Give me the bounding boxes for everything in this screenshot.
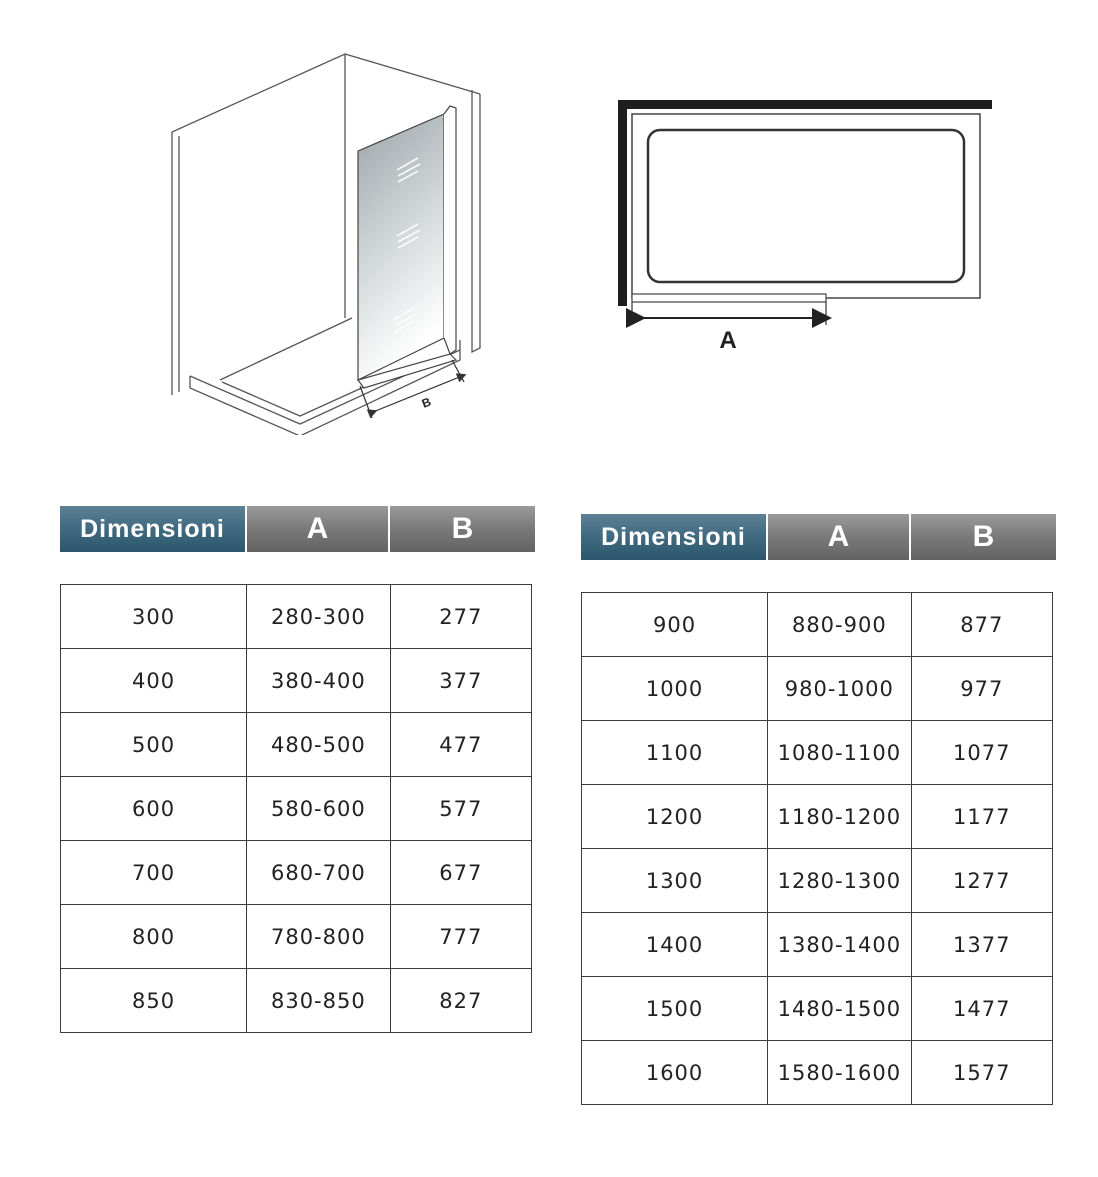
cell-dimensioni: 700 [61, 841, 247, 905]
cell-b: 1277 [911, 849, 1052, 913]
table-header [581, 514, 1056, 560]
cell-b: 1477 [911, 977, 1052, 1041]
cell-a: 1180-1200 [768, 785, 911, 849]
cell-b: 877 [911, 593, 1052, 657]
cell-b: 677 [390, 841, 531, 905]
table-row [61, 649, 532, 713]
dimensions-grid [60, 584, 532, 1033]
dimension-a-label: A [719, 327, 737, 354]
cell-b: 1577 [911, 1041, 1052, 1105]
header-a: A [247, 506, 390, 552]
cell-dimensioni: 1000 [582, 657, 768, 721]
cell-a: 1480-1500 [768, 977, 911, 1041]
cell-dimensioni: 300 [61, 585, 247, 649]
plan-view-diagram [610, 90, 1000, 355]
cell-b: 827 [390, 969, 531, 1033]
cell-dimensioni: 900 [582, 593, 768, 657]
table-row [582, 721, 1053, 785]
table-header [60, 506, 535, 552]
cell-a: 1080-1100 [768, 721, 911, 785]
isometric-shower-diagram [160, 50, 490, 435]
table-row [582, 977, 1053, 1041]
table-row [61, 585, 532, 649]
cell-b: 777 [390, 905, 531, 969]
cell-a: 680-700 [247, 841, 390, 905]
cell-a: 830-850 [247, 969, 390, 1033]
cell-dimensioni: 1400 [582, 913, 768, 977]
cell-b: 477 [390, 713, 531, 777]
table-row [582, 657, 1053, 721]
dimensions-table-right [581, 514, 1056, 1105]
cell-a: 1380-1400 [768, 913, 911, 977]
cell-b: 1177 [911, 785, 1052, 849]
cell-dimensioni: 850 [61, 969, 247, 1033]
cell-dimensioni: 1500 [582, 977, 768, 1041]
cell-dimensioni: 500 [61, 713, 247, 777]
table-body [61, 585, 532, 1033]
cell-b: 277 [390, 585, 531, 649]
table-row [582, 849, 1053, 913]
cell-b: 377 [390, 649, 531, 713]
table-row [582, 1041, 1053, 1105]
header-dimensioni: Dimensioni [60, 506, 247, 552]
header-dimensioni: Dimensioni [581, 514, 768, 560]
cell-dimensioni: 1200 [582, 785, 768, 849]
dimensions-grid [581, 592, 1053, 1105]
cell-a: 780-800 [247, 905, 390, 969]
cell-a: 280-300 [247, 585, 390, 649]
cell-dimensioni: 1100 [582, 721, 768, 785]
cell-b: 1077 [911, 721, 1052, 785]
cell-dimensioni: 1600 [582, 1041, 768, 1105]
table-row [582, 913, 1053, 977]
table-body [582, 593, 1053, 1105]
cell-b: 577 [390, 777, 531, 841]
cell-b: 1377 [911, 913, 1052, 977]
header-b: B [390, 506, 535, 552]
cell-a: 580-600 [247, 777, 390, 841]
cell-a: 380-400 [247, 649, 390, 713]
cell-a: 980-1000 [768, 657, 911, 721]
header-a: A [768, 514, 911, 560]
cell-a: 480-500 [247, 713, 390, 777]
table-row [61, 841, 532, 905]
cell-dimensioni: 1300 [582, 849, 768, 913]
dimensions-table-left [60, 506, 535, 1033]
header-b: B [911, 514, 1056, 560]
dimension-b-label: B [419, 394, 434, 411]
cell-dimensioni: 400 [61, 649, 247, 713]
cell-a: 1580-1600 [768, 1041, 911, 1105]
table-row [61, 713, 532, 777]
cell-dimensioni: 600 [61, 777, 247, 841]
table-row [61, 905, 532, 969]
cell-a: 880-900 [768, 593, 911, 657]
table-row [582, 593, 1053, 657]
cell-b: 977 [911, 657, 1052, 721]
table-row [61, 969, 532, 1033]
cell-dimensioni: 800 [61, 905, 247, 969]
table-row [61, 777, 532, 841]
cell-a: 1280-1300 [768, 849, 911, 913]
table-row [582, 785, 1053, 849]
